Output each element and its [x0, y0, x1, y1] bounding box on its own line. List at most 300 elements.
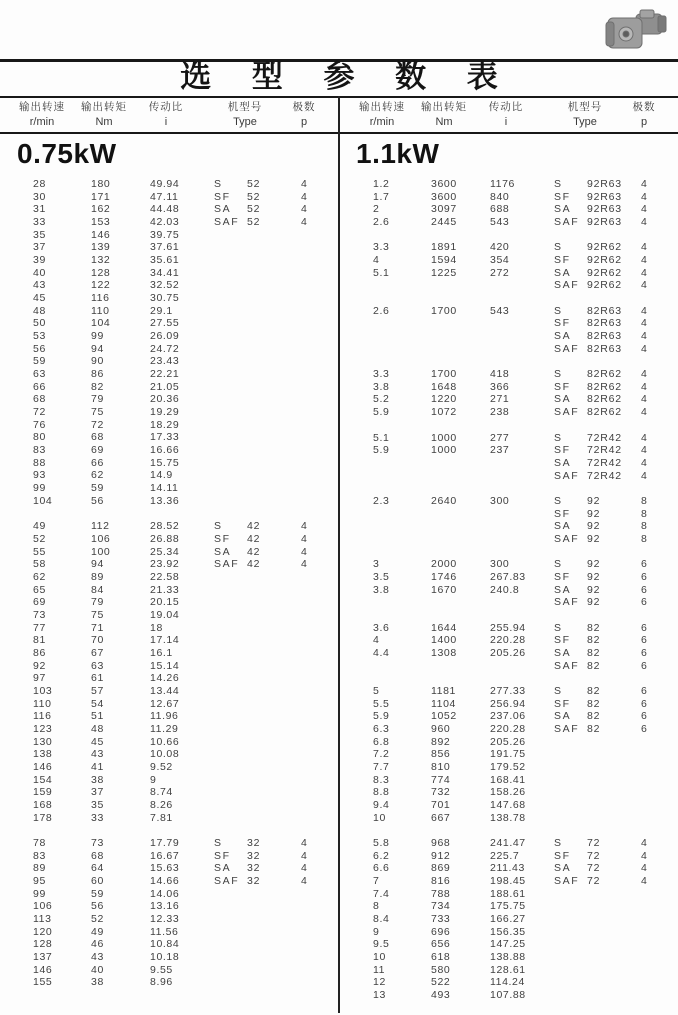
torque-cell: 1648 — [431, 380, 457, 393]
type-prefix-cell — [214, 406, 247, 419]
type-size-cell: 92 — [587, 532, 601, 545]
speed-cell — [373, 330, 431, 343]
type-prefix-cell — [554, 799, 587, 812]
torque-cell: 968 — [431, 837, 451, 850]
speed-cell: 39 — [33, 254, 46, 267]
table-row — [340, 622, 678, 635]
torque-cell: 106 — [91, 532, 111, 545]
table-row — [0, 469, 339, 482]
ratio-cell: 8.96 — [150, 976, 173, 989]
torque-cell: 1644 — [431, 621, 457, 634]
speed-cell: 89 — [33, 862, 46, 875]
type-prefix-cell — [214, 647, 247, 660]
type-prefix-cell — [554, 938, 587, 951]
poles-cell — [301, 355, 329, 368]
ratio-cell: 17.79 — [150, 836, 180, 849]
type-prefix-cell: S — [554, 178, 563, 190]
table-row — [340, 786, 678, 799]
poles-cell: 4 — [301, 874, 308, 887]
type-size-cell — [247, 241, 301, 254]
torque-cell — [431, 470, 490, 483]
type-size-cell — [247, 774, 301, 787]
poles-cell — [641, 938, 669, 951]
type-size-cell — [247, 622, 301, 635]
torque-cell: 110 — [91, 304, 110, 317]
poles-cell — [641, 774, 669, 787]
speed-cell: 77 — [33, 621, 46, 634]
torque-cell: 1000 — [431, 431, 457, 444]
speed-cell: 113 — [33, 913, 52, 925]
ratio-cell: 277 — [490, 431, 510, 444]
table-row — [0, 837, 339, 850]
type-prefix-cell — [214, 292, 247, 305]
type-prefix-cell — [214, 393, 247, 406]
torque-cell: 64 — [91, 862, 104, 875]
type-prefix-cell — [214, 900, 247, 913]
speed-cell: 49 — [33, 520, 46, 533]
table-row — [0, 799, 339, 812]
table-row — [0, 584, 339, 597]
torque-cell: 734 — [431, 900, 451, 913]
ratio-cell — [490, 470, 554, 483]
poles-cell — [301, 976, 329, 989]
ratio-cell: 37.61 — [150, 241, 180, 254]
ratio-cell: 300 — [490, 558, 510, 571]
torque-cell: 38 — [91, 773, 104, 786]
type-prefix-cell: SF — [554, 254, 571, 267]
type-prefix-cell: SA — [554, 330, 572, 343]
type-prefix-cell: S — [554, 431, 563, 444]
speed-cell: 5.1 — [373, 431, 390, 444]
poles-cell: 6 — [641, 723, 648, 736]
type-prefix-cell: SF — [554, 507, 571, 520]
table-row — [0, 393, 339, 406]
table-row — [0, 647, 339, 660]
poles-cell: 4 — [641, 406, 648, 419]
torque-cell: 701 — [431, 799, 451, 812]
table-row — [0, 938, 339, 951]
ratio-cell: 32.52 — [150, 279, 180, 292]
speed-cell: 53 — [33, 330, 46, 343]
poles-cell — [301, 723, 329, 736]
torque-cell: 48 — [91, 722, 104, 735]
ratio-cell: 240.8 — [490, 583, 520, 596]
speed-cell: 99 — [33, 482, 46, 495]
ratio-cell: 543 — [490, 304, 510, 317]
type-prefix-cell — [214, 267, 247, 280]
speed-cell: 120 — [33, 925, 53, 938]
speed-cell — [373, 660, 431, 673]
poles-cell: 4 — [641, 330, 648, 343]
type-size-cell — [247, 368, 301, 381]
ratio-cell: 17.33 — [150, 431, 180, 444]
speed-cell: 37 — [33, 241, 46, 254]
type-prefix-cell: SA — [554, 393, 572, 406]
torque-cell — [431, 457, 490, 470]
table-row — [340, 267, 678, 280]
table-row — [0, 723, 339, 736]
torque-cell: 57 — [91, 684, 104, 697]
poles-cell — [301, 698, 329, 711]
type-prefix-cell — [214, 254, 247, 267]
poles-cell: 6 — [641, 710, 648, 723]
col-header-speed-unit: r/min — [29, 116, 55, 128]
table-row — [340, 634, 678, 647]
type-prefix-cell — [214, 938, 247, 951]
torque-cell — [431, 279, 490, 292]
type-prefix-cell: SA — [554, 862, 572, 875]
col-header-speed-label: 输出转速 — [359, 101, 405, 113]
poles-cell — [301, 254, 329, 267]
ratio-cell: 168.41 — [490, 773, 526, 786]
type-prefix-cell — [214, 761, 247, 774]
speed-cell: 7.7 — [373, 761, 390, 774]
poles-cell — [301, 584, 329, 597]
poles-cell: 4 — [641, 393, 648, 406]
poles-cell: 4 — [301, 520, 308, 533]
ratio-cell: 128.61 — [490, 963, 526, 976]
torque-cell: 869 — [431, 862, 451, 875]
poles-cell: 4 — [641, 431, 648, 444]
type-size-cell: 32 — [247, 874, 261, 887]
table-row — [0, 761, 339, 774]
speed-cell — [373, 508, 431, 521]
poles-cell — [301, 660, 329, 673]
type-prefix-cell — [214, 888, 247, 901]
ratio-cell: 12.33 — [150, 913, 180, 925]
table-row — [340, 584, 678, 597]
ratio-cell: 237 — [490, 444, 510, 457]
ratio-cell: 688 — [490, 203, 510, 216]
type-size-cell: 32 — [247, 862, 261, 875]
poles-cell — [301, 393, 329, 406]
table-right — [340, 178, 678, 1015]
table-row — [340, 254, 678, 267]
table-row — [0, 850, 339, 863]
type-size-cell — [247, 888, 301, 901]
type-prefix-cell: S — [554, 837, 563, 850]
torque-cell: 61 — [91, 672, 104, 685]
ratio-cell: 26.09 — [150, 330, 180, 343]
type-size-cell: 92 — [587, 558, 601, 571]
poles-cell: 4 — [641, 342, 648, 355]
torque-cell: 856 — [431, 748, 451, 761]
type-size-cell: 72R42 — [587, 469, 622, 482]
table-row — [340, 926, 678, 939]
poles-cell: 6 — [641, 685, 648, 697]
type-size-cell: 82R63 — [587, 342, 622, 355]
poles-cell — [301, 761, 329, 774]
torque-cell: 1400 — [431, 634, 457, 647]
torque-cell: 56 — [91, 494, 104, 507]
poles-cell — [301, 748, 329, 761]
table-row — [340, 976, 678, 989]
torque-cell: 94 — [91, 342, 104, 355]
speed-cell: 6.6 — [373, 862, 390, 875]
poles-cell — [301, 457, 329, 470]
page-title: 选 型 参 数 表 — [180, 59, 514, 94]
type-size-cell: 92R62 — [587, 254, 622, 267]
speed-cell: 110 — [33, 697, 52, 710]
poles-cell: 4 — [641, 444, 648, 457]
type-prefix-cell — [554, 926, 587, 939]
speed-cell: 106 — [33, 900, 53, 913]
poles-cell — [301, 241, 329, 254]
poles-cell — [301, 812, 329, 825]
poles-cell — [301, 888, 329, 901]
speed-cell: 43 — [33, 279, 46, 292]
type-prefix-cell — [214, 774, 247, 787]
col-header-ratio — [489, 100, 524, 130]
type-size-cell: 72 — [587, 837, 601, 850]
speed-cell: 4 — [373, 254, 380, 267]
speed-cell — [373, 457, 431, 470]
ratio-cell: 188.61 — [490, 887, 526, 900]
torque-cell: 94 — [91, 558, 104, 571]
table-row — [0, 774, 339, 787]
speed-cell: 2 — [373, 203, 380, 216]
type-prefix-cell — [214, 964, 247, 977]
poles-cell: 4 — [641, 849, 648, 862]
table-row — [340, 444, 678, 457]
table-row — [0, 710, 339, 723]
ratio-cell: 272 — [490, 266, 510, 279]
poles-cell: 4 — [301, 532, 308, 545]
poles-cell — [301, 482, 329, 495]
col-header-poles-label: 极数 — [292, 101, 316, 113]
section-heading-11kw: 1.1kW — [356, 138, 440, 169]
torque-cell: 62 — [91, 469, 104, 482]
poles-cell: 6 — [641, 583, 648, 596]
type-prefix-cell — [554, 976, 587, 989]
speed-cell: 3.8 — [373, 583, 390, 596]
poles-cell — [641, 926, 669, 939]
col-header-poles — [633, 100, 656, 130]
type-prefix-cell — [214, 596, 247, 609]
type-prefix-cell: SA — [554, 520, 572, 533]
type-size-cell — [247, 305, 301, 318]
type-size-cell — [247, 596, 301, 609]
speed-cell: 9.4 — [373, 799, 390, 812]
type-size-cell — [247, 748, 301, 761]
poles-cell — [301, 736, 329, 749]
torque-cell: 82 — [91, 380, 104, 393]
table-row — [340, 470, 678, 483]
ratio-cell: 21.05 — [150, 380, 180, 393]
type-prefix-cell — [214, 343, 247, 356]
speed-cell: 155 — [33, 976, 53, 989]
speed-cell: 68 — [33, 393, 46, 406]
ratio-cell: 156.35 — [490, 925, 526, 938]
table-row — [0, 520, 339, 533]
type-size-cell — [247, 495, 301, 508]
poles-cell — [301, 786, 329, 799]
table-row — [0, 609, 339, 622]
speed-cell: 72 — [33, 406, 46, 419]
type-prefix-cell — [214, 431, 247, 444]
torque-cell: 99 — [91, 330, 104, 343]
type-prefix-cell — [214, 976, 247, 989]
torque-cell: 38 — [91, 976, 104, 989]
type-size-cell: 82 — [587, 621, 601, 634]
poles-cell: 8 — [641, 520, 648, 533]
type-prefix-cell: SA — [554, 266, 572, 279]
table-row — [340, 812, 678, 825]
poles-cell — [641, 989, 669, 1002]
type-size-cell: 82 — [587, 723, 601, 736]
type-prefix-cell: SF — [554, 849, 571, 862]
torque-cell: 100 — [91, 545, 111, 558]
torque-cell: 816 — [431, 875, 451, 888]
type-size-cell — [247, 761, 301, 774]
speed-cell: 123 — [33, 722, 53, 735]
ratio-cell: 205.26 — [490, 646, 526, 659]
type-prefix-cell — [214, 495, 247, 508]
type-size-cell: 72R42 — [587, 444, 622, 457]
poles-cell — [641, 900, 669, 913]
type-size-cell — [247, 951, 301, 964]
poles-cell — [301, 951, 329, 964]
speed-cell: 3.6 — [373, 621, 390, 634]
speed-cell: 3.8 — [373, 380, 390, 393]
poles-cell: 4 — [641, 368, 648, 381]
type-size-cell: 82R62 — [587, 368, 622, 381]
type-prefix-cell: SAF — [554, 532, 580, 545]
type-prefix-cell — [214, 812, 247, 825]
torque-cell — [431, 317, 490, 330]
type-size-cell: 42 — [247, 545, 261, 558]
type-size-cell — [247, 799, 301, 812]
ratio-cell: 13.16 — [150, 900, 180, 913]
type-size-cell — [247, 279, 301, 292]
type-size-cell: 92R63 — [587, 203, 622, 216]
poles-cell — [301, 938, 329, 951]
poles-cell: 6 — [641, 646, 648, 659]
speed-cell: 30 — [33, 190, 46, 203]
type-size-cell: 72R42 — [587, 431, 622, 444]
poles-cell: 4 — [301, 190, 308, 203]
column-headers-left — [0, 100, 339, 132]
right-block-5 — [340, 495, 678, 546]
type-prefix-cell — [214, 723, 247, 736]
poles-cell: 8 — [641, 532, 648, 545]
col-header-torque — [421, 100, 467, 130]
type-prefix-cell: SAF — [214, 558, 240, 571]
type-size-cell: 82R63 — [587, 304, 622, 317]
speed-cell: 104 — [33, 494, 53, 507]
speed-cell: 93 — [33, 469, 46, 482]
type-size-cell — [587, 900, 641, 913]
speed-cell: 63 — [33, 368, 46, 381]
torque-cell: 33 — [91, 811, 104, 824]
torque-cell — [431, 330, 490, 343]
col-header-speed — [359, 100, 405, 130]
table-row — [340, 850, 678, 863]
type-size-cell: 32 — [247, 849, 261, 862]
type-size-cell — [247, 355, 301, 368]
col-header-ratio-unit: i — [504, 116, 508, 128]
torque-cell: 128 — [91, 266, 111, 279]
poles-cell: 4 — [641, 862, 648, 875]
poles-cell — [301, 685, 329, 698]
torque-cell: 696 — [431, 925, 451, 938]
speed-cell: 99 — [33, 887, 46, 900]
type-size-cell — [247, 444, 301, 457]
ratio-cell: 10.18 — [150, 951, 180, 964]
table-row — [0, 926, 339, 939]
column-headers-right — [340, 100, 678, 132]
table-row — [340, 748, 678, 761]
type-size-cell — [247, 317, 301, 330]
speed-cell: 8.3 — [373, 773, 390, 786]
type-size-cell: 92R62 — [587, 266, 622, 279]
table-row — [340, 989, 678, 1002]
table-row — [340, 178, 678, 191]
torque-cell: 1000 — [431, 444, 457, 457]
speed-cell: 5.9 — [373, 406, 390, 419]
torque-cell: 1181 — [431, 685, 456, 697]
poles-cell — [301, 267, 329, 280]
type-prefix-cell: S — [214, 836, 223, 849]
table-row — [0, 951, 339, 964]
table-row — [340, 964, 678, 977]
ratio-cell: 238 — [490, 406, 510, 419]
ratio-cell: 19.04 — [150, 608, 180, 621]
table-row — [0, 546, 339, 559]
poles-cell — [641, 748, 669, 761]
speed-cell: 92 — [33, 659, 46, 672]
table-row — [0, 355, 339, 368]
poles-cell: 4 — [301, 558, 308, 571]
type-size-cell: 92 — [587, 570, 601, 583]
type-size-cell — [247, 938, 301, 951]
type-size-cell: 82 — [587, 634, 601, 647]
poles-cell: 4 — [301, 203, 308, 216]
poles-cell — [301, 672, 329, 685]
type-prefix-cell — [554, 786, 587, 799]
type-size-cell — [587, 888, 641, 901]
ratio-cell: 34.41 — [150, 266, 180, 279]
table-row — [0, 406, 339, 419]
torque-cell: 960 — [431, 723, 451, 736]
ratio-cell: 20.15 — [150, 596, 180, 609]
type-prefix-cell — [214, 330, 247, 343]
ratio-cell: 21.33 — [150, 583, 180, 596]
type-size-cell: 52 — [247, 216, 261, 229]
table-row — [340, 736, 678, 749]
poles-cell: 4 — [301, 836, 308, 849]
col-header-type — [568, 100, 603, 130]
type-prefix-cell — [214, 368, 247, 381]
table-row — [0, 317, 339, 330]
type-prefix-cell — [214, 951, 247, 964]
type-size-cell — [247, 482, 301, 495]
table-row — [0, 482, 339, 495]
type-size-cell — [247, 964, 301, 977]
type-size-cell — [247, 330, 301, 343]
ratio-cell: 26.88 — [150, 532, 180, 545]
ratio-cell: 220.28 — [490, 634, 526, 647]
ratio-cell: 10.84 — [150, 938, 180, 951]
type-size-cell: 92 — [587, 583, 601, 596]
type-size-cell: 92R62 — [587, 279, 622, 292]
type-prefix-cell — [214, 622, 247, 635]
poles-cell — [641, 799, 669, 812]
torque-cell — [431, 660, 490, 673]
type-size-cell — [247, 457, 301, 470]
type-size-cell — [587, 926, 641, 939]
table-row — [340, 191, 678, 204]
